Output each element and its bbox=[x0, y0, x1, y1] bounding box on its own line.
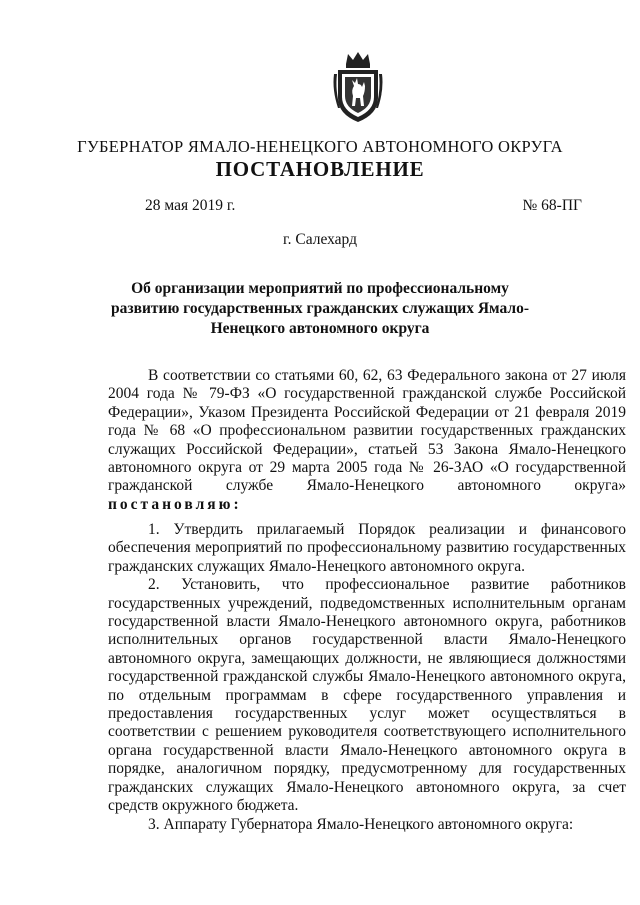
document-date: 28 мая 2019 г. bbox=[145, 197, 236, 214]
list-item: 1. Утвердить прилагаемый Порядок реализации и финансового обеспечения мероприятий по профессиональному развитию государственных гражданских служащих Ямало-Ненецкого автономного округа. bbox=[108, 521, 626, 575]
document-type-heading: ПОСТАНОВЛЕНИЕ bbox=[215, 157, 425, 181]
items-list bbox=[108, 521, 626, 834]
document-number: № 68-ПГ bbox=[522, 197, 582, 214]
decree-word: постановляю: bbox=[108, 495, 242, 513]
document-city: г. Салехард bbox=[283, 231, 357, 248]
coat-of-arms-emblem bbox=[330, 50, 386, 124]
preamble bbox=[108, 367, 626, 514]
document-title: Об организации мероприятий по профессиональному развитию государственных гражданских служащих Ямало-Ненецкого автономного округа bbox=[111, 280, 529, 337]
issuer-heading: ГУБЕРНАТОР ЯМАЛО-НЕНЕЦКОГО АВТОНОМНОГО ОКРУГА bbox=[77, 137, 563, 156]
preamble-text: В соответствии со статьями 60, 62, 63 Федерального закона от 27 июля 2004 года № 79-ФЗ «О государственной гражданской службе Российской Федерации», Указом Президента Российской Федерации от 21 февраля 2019 года № 68 «О профессиональном развитии государственных гражданских служащих Российской Федерации», статьей 53 Закона Ямало-Ненецкого автономного округа от 29 марта 2005 года № 26-ЗАО «О государственной гражданской службе Ямало-Ненецкого автономного округа» bbox=[108, 367, 626, 495]
list-item: 3. Аппарату Губернатора Ямало-Ненецкого автономного округа: bbox=[148, 815, 574, 833]
list-item: 2. Установить, что профессиональное развитие работников государственных учреждений, подведомственных исполнительным органам государственной власти Ямало-Ненецкого автономного округа, работников исполнительных органов государственной власти Ямало-Ненецкого автономного округа, замещающих должности, не являющиеся должностями государственной гражданской службы Ямало-Ненецкого автономного округа, по отдельным программам в сфере государственного управления и предоставления государственных услуг может осуществляться в соответствии с решением руководителя соответствующего исполнительного органа государственной власти Ямало-Ненецкого автономного округа в порядке, аналогичном порядку, предусмотренному для государственных гражданских служащих Ямало-Ненецкого автономного округа, за счет средств окружного бюджета. bbox=[108, 576, 626, 815]
